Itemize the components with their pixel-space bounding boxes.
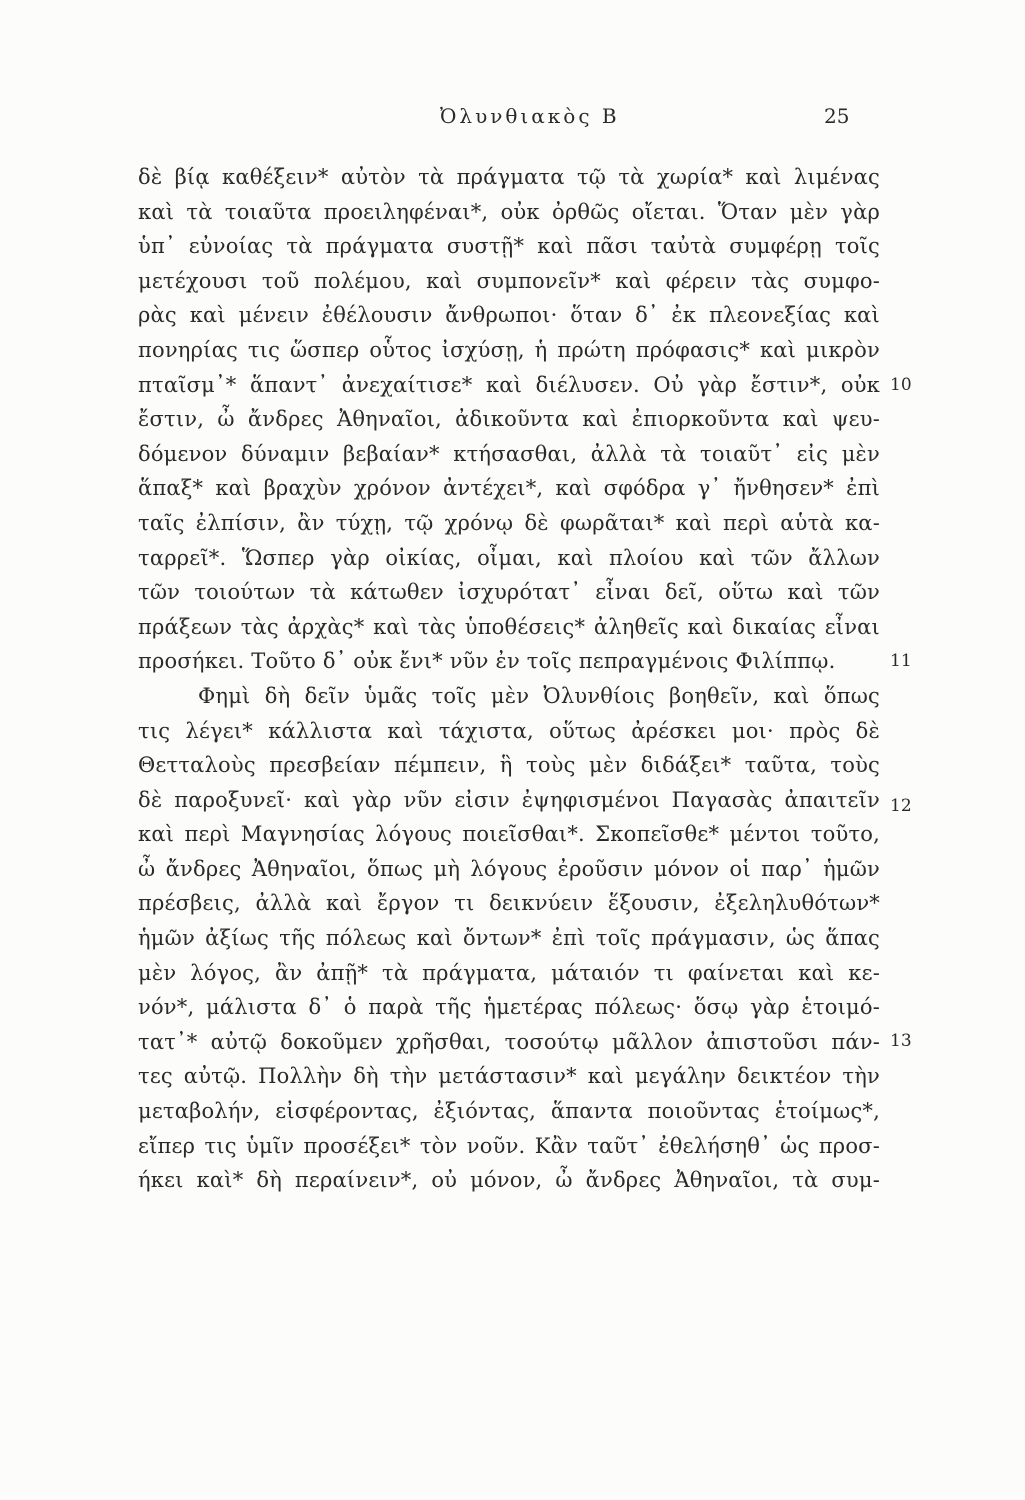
text-line: μὲν λόγος, ἂν ἀπῇ* τὰ πράγματα, μάταιόν τι φαίνεται καὶ κε- (138, 960, 880, 985)
text-line: δὲ παροξυνεῖ· καὶ γὰρ νῦν εἰσιν ἐψηφισμένοι Παγασὰς ἀπαιτεῖν (138, 787, 880, 812)
text-line: προσήκει. Τοῦτο δ᾿ οὐκ ἔνι* νῦν ἐν τοῖς πεπραγμένοις Φιλίππῳ. (138, 649, 836, 674)
text-line: πταῖσμ᾿* ἅπαντ᾿ ἀνεχαίτισε* καὶ διέλυσεν. Οὐ γὰρ ἔστιν*, οὐκ (138, 372, 880, 397)
text-line: δὲ βίᾳ καθέξειν* αὐτὸν τὰ πράγματα τῷ τὰ χωρία* καὶ λιμένας (138, 165, 880, 189)
text-line: πονηρίας τις ὥσπερ οὗτος ἰσχύσῃ, ἡ πρώτη πρόφασις* καὶ μικρὸν (138, 337, 880, 362)
text-line: καὶ περὶ Μαγνησίας λόγους ποιεῖσθαι*. Σκοπεῖσθε* μέντοι τοῦτο, (138, 822, 880, 847)
text-line: νόν*, μάλιστα δ᾿ ὁ παρὰ τῆς ἡμετέρας πόλεως· ὅσῳ γὰρ ἑτοιμό- (138, 995, 880, 1020)
text-line: μετέχουσι τοῦ πολέμου, καὶ συμπονεῖν* καὶ φέρειν τὰς συμφο- (138, 268, 880, 293)
text-line: πράξεων τὰς ἀρχὰς* καὶ τὰς ὑποθέσεις* ἀληθεῖς καὶ δικαίας εἶναι (138, 614, 880, 639)
text-line: ἡμῶν ἀξίως τῆς πόλεως καὶ ὄντων* ἐπὶ τοῖς πράγμασιν, ὡς ἅπας (138, 926, 880, 951)
text-line: καὶ τὰ τοιαῦτα προειληφέναι*, οὐκ ὀρθῶς οἴεται. Ὅταν μὲν γὰρ (138, 199, 880, 224)
text-line: μεταβολήν, εἰσφέροντας, ἐξιόντας, ἅπαντα ποιοῦντας ἑτοίμως*, (138, 1099, 880, 1124)
text-line: τατ᾿* αὐτῷ δοκοῦμεν χρῆσθαι, τοσούτῳ μᾶλλον ἀπιστοῦσι πάν- (138, 1029, 880, 1054)
text-line: ταῖς ἐλπίσιν, ἂν τύχῃ, τῷ χρόνῳ δὲ φωρᾶται* καὶ περὶ αὑτὰ κα- (138, 510, 880, 535)
text-line: τις λέγει* κάλλιστα καὶ τάχιστα, οὕτως ἀρέσκει μοι· πρὸς δὲ (138, 718, 880, 743)
text-line: ὦ ἄνδρες Ἀθηναῖοι, ὅπως μὴ λόγους ἐροῦσιν μόνον οἱ παρ᾿ ἡμῶν (138, 856, 880, 881)
text-line: ήκει καὶ* δὴ περαίνειν*, οὐ μόνον, ὦ ἄνδρες Ἀθηναῖοι, τὰ συμ- (138, 1168, 880, 1193)
section-number: 11 (890, 651, 912, 672)
text-line: τες αὐτῷ. Πολλὴν δὴ τὴν μετάστασιν* καὶ μεγάλην δεικτέον τὴν (138, 1064, 880, 1089)
running-head (0, 104, 1025, 136)
paragraph-first-line: Φημὶ δὴ δεῖν ὑμᾶς τοῖς μὲν Ὀλυνθίοις βοηθεῖν, καὶ ὅπως (198, 683, 880, 708)
text-line: δόμενον δύναμιν βεβαίαν* κτήσασθαι, ἀλλὰ τὰ τοιαῦτ᾿ εἰς μὲν (138, 441, 880, 466)
text-line: πρέσβεις, ἀλλὰ καὶ ἔργον τι δεικνύειν ἕξουσιν, ἐξεληλυθότων* (138, 891, 880, 916)
section-number: 10 (890, 374, 912, 395)
text-line: ταρρεῖ*. Ὥσπερ γὰρ οἰκίας, οἶμαι, καὶ πλοίου καὶ τῶν ἄλλων (138, 545, 880, 570)
section-number: 13 (890, 1031, 912, 1052)
running-title: Ὀλυνθιακὸς Β (440, 104, 620, 128)
page-number: 25 (824, 104, 850, 128)
text-line: τῶν τοιούτων τὰ κάτωθεν ἰσχυρότατ᾿ εἶναι δεῖ, οὕτω καὶ τῶν (138, 580, 880, 605)
text-line: ρὰς καὶ μένειν ἐθέλουσιν ἄνθρωποι· ὅταν δ᾿ ἐκ πλεονεξίας καὶ (138, 303, 880, 328)
text-line: εἴπερ τις ὑμῖν προσέξει* τὸν νοῦν. Κἂν ταῦτ᾿ ἐθελήσηθ᾿ ὡς προσ- (138, 1133, 880, 1158)
body-text (138, 160, 880, 1198)
text-line: ἔστιν, ὦ ἄνδρες Ἀθηναῖοι, ἀδικοῦντα καὶ ἐπιορκοῦντα καὶ ψευ- (138, 407, 880, 432)
text-line: ὑπ᾿ εὐνοίας τὰ πράγματα συστῇ* καὶ πᾶσι ταὐτὰ συμφέρῃ τοῖς (138, 234, 880, 259)
section-number: 12 (890, 795, 912, 816)
text-line: Θετταλοὺς πρεσβείαν πέμπειν, ἣ τοὺς μὲν διδάξει* ταῦτα, τοὺς (138, 753, 880, 778)
text-line: ἅπαξ* καὶ βραχὺν χρόνον ἀντέχει*, καὶ σφόδρα γ᾿ ἤνθησεν* ἐπὶ (138, 476, 880, 501)
